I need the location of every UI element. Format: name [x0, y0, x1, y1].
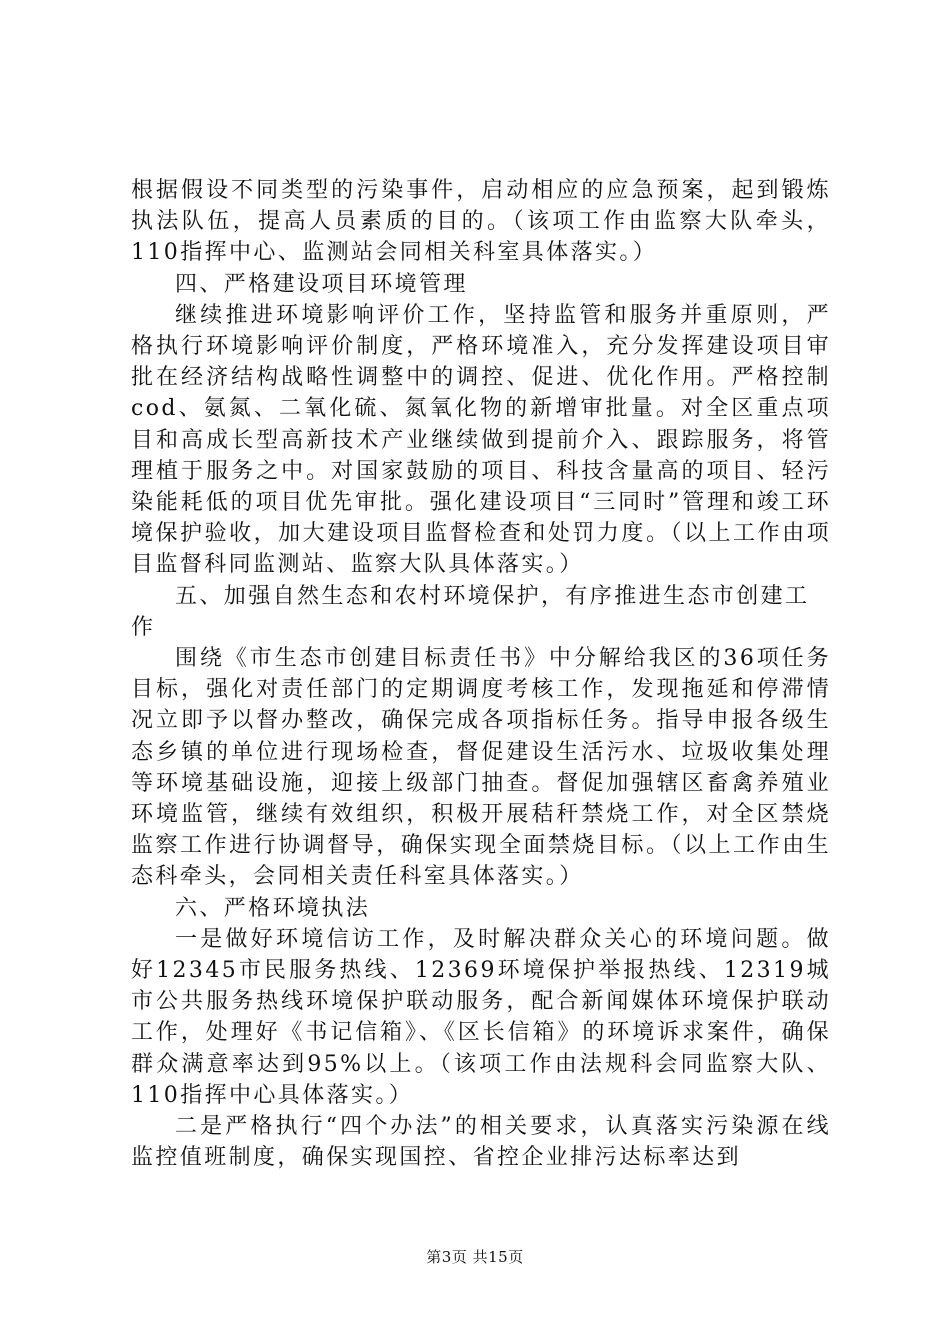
paragraph-petition: 一是做好环境信访工作，及时解决群众关心的环境问题。做好12345市民服务热线、12369环境保护举报热线、12319城市公共服务热线环境保护联动服务，配合新闻媒体环境保护联动工作，处理好《书记信箱》、《区长信箱》的环境诉求案件，确保群众满意率达到95%以上。（该项工作由法规科会同监察大队、110指挥中心具体落实。）: [131, 926, 831, 1108]
paragraph-ecology: 围绕《市生态市创建目标责任书》中分解给我区的36项任务目标，强化对责任部门的定期调度考核工作，发现拖延和停滞情况立即予以督办整改，确保完成各项指标任务。指导申报各级生态乡镇的单位进行现场检查，督促建设生活污水、垃圾收集处理等环境基础设施，迎接上级部门抽查。督促加强辖区畜禽养殖业环境监管，继续有效组织，积极开展秸秆禁烧工作，对全区禁烧监察工作进行协调督导，确保实现全面禁烧目标。（以上工作由生态科牵头，会同相关责任科室具体落实。）: [131, 646, 831, 890]
page-number-footer: 第3页 共15页: [426, 1248, 524, 1266]
paragraph-continuation: 根据假设不同类型的污染事件，启动相应的应急预案，起到锻炼执法队伍，提高人员素质的目的。（该项工作由监察大队牵头，110指挥中心、监测站会同相关科室具体落实。）: [131, 178, 831, 266]
section-heading-5: 五、加强自然生态和农村环境保护，有序推进生态市创建工作: [131, 583, 810, 640]
document-body: [131, 175, 831, 1174]
paragraph-monitoring: 二是严格执行“四个办法”的相关要求，认真落实污染源在线监控值班制度，确保实现国控、省控企业排污达标率达到: [131, 1114, 831, 1171]
section-heading-4: 四、严格建设项目环境管理: [175, 271, 468, 297]
paragraph-project-management: 继续推进环境影响评价工作，坚持监管和服务并重原则，严格执行环境影响评价制度，严格环境准入，充分发挥建设项目审批在经济结构战略性调整中的调控、促进、优化作用。严格控制cod、氨氮、二氧化硫、氮氧化物的新增审批量。对全区重点项目和高成长型高新技术产业继续做到提前介入、跟踪服务，将管理植于服务之中。对国家鼓励的项目、科技含量高的项目、轻污染能耗低的项目优先审批。强化建设项目“三同时”管理和竣工环境保护验收，加大建设项目监督检查和处罚力度。（以上工作由项目监督科同监测站、监察大队具体落实。）: [131, 302, 831, 578]
section-heading-6: 六、严格环境执法: [175, 895, 371, 921]
